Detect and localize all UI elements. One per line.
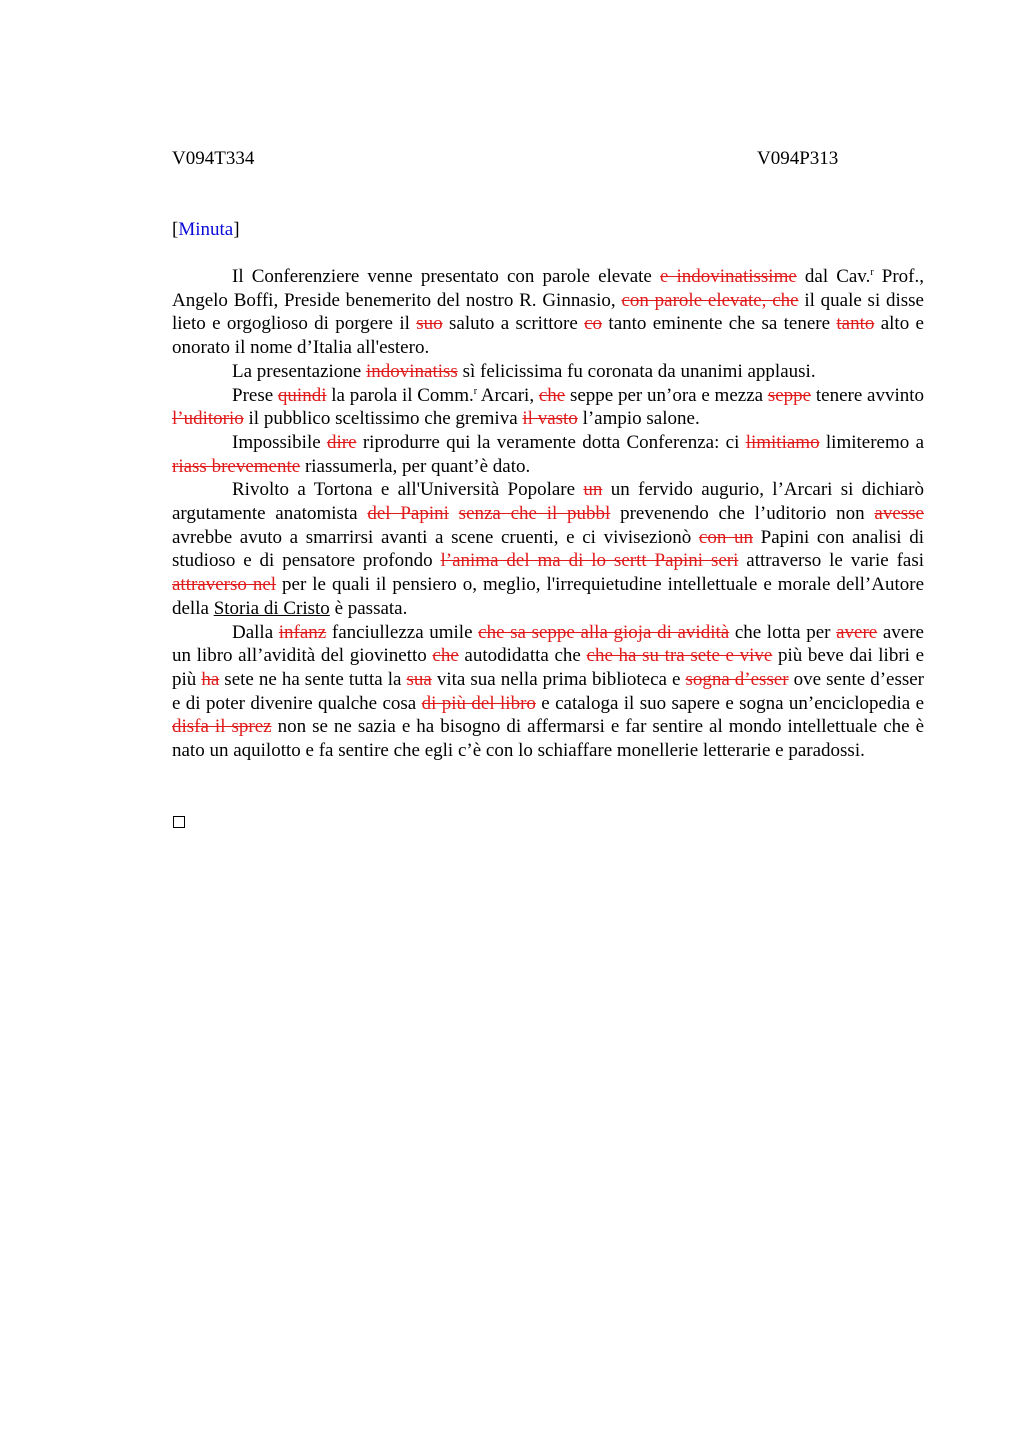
paragraph-6: Dalla infanz fanciullezza umile che sa seppe alla gioja di avidità che lotta per avere avere un libro all’avidità del giovinetto che autodidatta che che ha su tra sete e vive più beve dai libri e più ha sete ne ha sente tutta la sua vita sua nella prima biblioteca e sogna d’esser ove sente d’esser e di poter divenire qualche cosa di più del libro e cataloga il suo sapere e sogna un’enciclopedia e disfa il sprez non se ne sazia e ha bisogno di affermarsi e far sentire al mondo intellettuale che è nato un aquilotto e fa sentire che egli c’è con lo schiaffare monellerie letterarie e paradossi.: [172, 621, 925, 762]
deleted-text: sua: [406, 668, 432, 690]
deleted-text: riass brevemente: [172, 455, 301, 477]
deleted-text: che ha su tra sete e vive: [586, 645, 773, 667]
bracket-open: [: [172, 219, 179, 240]
deleted-text: un: [583, 479, 603, 501]
paragraph-4: Impossibile dire riprodurre qui la veramente dotta Conferenza: ci limitiamo limiteremo a riass brevemente riassumerla, per quant’è dato.: [172, 431, 924, 477]
document-id-right: V094P313: [757, 148, 839, 169]
deleted-text: attraverso nel: [172, 574, 277, 596]
deleted-text: ha: [201, 668, 220, 690]
deleted-text: avesse: [874, 503, 924, 525]
deleted-text: e indovinatissime: [659, 266, 797, 287]
deleted-text: limitiamo: [745, 431, 820, 453]
book-title: Storia di Cristo: [213, 597, 330, 619]
document-id-left: V094T334: [172, 148, 255, 169]
bracket-close: ]: [233, 219, 240, 240]
minuta-label: Minuta: [178, 219, 234, 240]
deleted-text: l’anima del ma di lo sertt Papini seri: [440, 550, 739, 572]
deleted-text: l’uditorio: [172, 408, 244, 430]
deleted-text: quindi: [277, 384, 327, 406]
section-label: [172, 219, 240, 241]
deleted-text: indovinatiss: [365, 360, 458, 382]
deleted-text: che: [432, 645, 459, 667]
deleted-text: avere: [836, 621, 878, 643]
deleted-text: che: [538, 384, 566, 406]
paragraph-3: Prese quindi la parola il Comm.$^r$ Arcari, che seppe per un’ora e mezza seppe tenere avvinto l’uditorio il pubblico sceltissimo che gremiva il vasto l’ampio salone.: [172, 384, 925, 430]
transcription-body: [172, 265, 924, 763]
paragraph-2: La presentazione indovinatiss sì felicissima fu coronata da unanimi applausi.: [232, 360, 816, 382]
deleted-text: seppe: [767, 384, 812, 406]
deleted-text: con parole elevate, che: [621, 289, 799, 311]
paragraph-1: Il Conferenziere venne presentato con parole elevate e indovinatissime dal Cav.$^r$ Prof., Angelo Boffi, Preside benemerito del nostro R. Ginnasio, con parole elevate, che il quale si disse lieto e orgoglioso di porgere il suo saluto a scrittore co tanto eminente che sa tenere tanto alto e onorato il nome d’Italia all'estero.: [172, 266, 924, 359]
paragraph-5: Rivolto a Tortona e all'Università Popolare un un fervido augurio, l’Arcari si dichiarò argutamente anatomista del Papini senza che il pubbl prevenendo che l’uditorio non avesse avrebbe avuto a smarrirsi avanti a scene cruenti, e ci vivisezionò con un Papini con analisi di studioso e di pensatore profondo l’anima del ma di lo sertt Papini seri attraverso le varie fasi attraverso nel per le quali il pensiero o, meglio, l'irrequietudine intellettuale e morale dell’Autore della Storia di Cristo è passata.: [172, 479, 925, 619]
deleted-text: di più del libro: [421, 692, 536, 714]
superscript: r: [870, 267, 874, 278]
deleted-text: senza che il pubbl: [458, 503, 611, 525]
deleted-text: che sa seppe alla gioja di avidità: [478, 621, 730, 643]
deleted-text: del Papini: [367, 503, 449, 525]
deleted-text: tanto: [836, 313, 875, 335]
deleted-text: suo: [416, 313, 443, 335]
deleted-text: il vasto: [522, 408, 578, 430]
deleted-text: infanz: [278, 621, 327, 643]
deleted-text: dire: [326, 431, 357, 453]
end-of-text-square-icon: [173, 816, 185, 828]
deleted-text: sogna d’esser: [685, 668, 789, 690]
deleted-text: con un: [698, 526, 753, 548]
superscript: r: [473, 385, 478, 397]
deleted-text: disfa il sprez: [172, 716, 272, 738]
deleted-text: co: [584, 313, 603, 335]
